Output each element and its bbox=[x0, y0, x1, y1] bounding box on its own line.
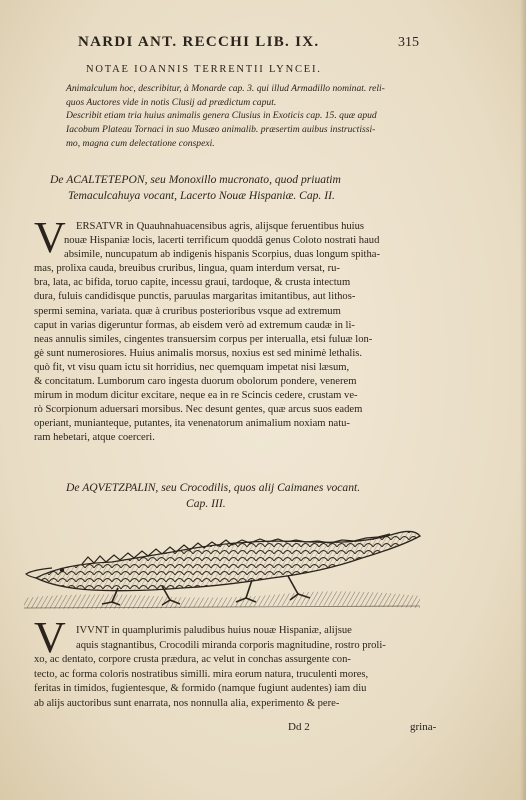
show-through-text bbox=[440, 518, 500, 598]
page-number: 315 bbox=[398, 35, 419, 50]
text-line: ab alijs auctoribus sunt enarrata, nos nonnulla alia, experimento & pere- bbox=[34, 697, 340, 709]
text-line: absimile, nuncupatum ab indigenis hispanis Scorpius, duas longum spitha- bbox=[64, 249, 381, 261]
chapter-2-heading bbox=[50, 172, 470, 204]
heading-line: De ACALTETEPON, seu Monoxillo mucronato, quod priuatim bbox=[50, 173, 341, 186]
notes-title: NOTAE IOANNIS TERRENTII LYNCEI. bbox=[86, 64, 322, 75]
text-line: neas annulis similes, cingentes transuersim corpus per interualla, etsi fuluæ lon- bbox=[34, 333, 373, 345]
text-line: xo, ac dentato, corpore crusta prædura, ac velut in conchas assurgente con- bbox=[34, 654, 351, 666]
text-line: mirum in modum dicitur excitare, neque ea in re Scincis cedere, crustam ve- bbox=[34, 390, 358, 402]
notes-line: Animalculum hoc, describitur, à Monarde cap. 3. qui illud Armadillo nominat. reli- bbox=[66, 83, 385, 94]
notes-line: Iacobum Plateau Tornaci in suo Musæo animalib. præsertim auibus instructissi- bbox=[66, 124, 376, 136]
heading-line: Cap. III. bbox=[186, 497, 226, 510]
notes-line: quos Auctores vide in notis Clusij ad prædictum caput. bbox=[66, 96, 277, 108]
catchword: grina- bbox=[410, 721, 437, 733]
text-line: operiant, munianteque, putantes, ita venenatorum animalium noxiam natu- bbox=[34, 418, 350, 430]
text-line: spermi semina, variata. quæ à cruribus posterioribus vsque ad extremum bbox=[34, 305, 341, 317]
text-line: IVVNT in quamplurimis paludibus huius nouæ Hispaniæ, alijsue bbox=[76, 625, 352, 636]
text-line: nouæ Hispaniæ locis, lacerti terrificum quoddã genus Coloto nostrati haud bbox=[64, 235, 380, 247]
text-line: dura, fuluis candidisque punctis, paruulas margaritas imitantibus, aut lithos- bbox=[34, 291, 356, 303]
signature-mark: Dd 2 bbox=[288, 721, 310, 733]
text-line: & concitatum. Lumborum caro ingesta duorum obolorum pondere, venerem bbox=[34, 376, 357, 388]
chapter-2-text bbox=[34, 220, 466, 446]
notes-line: mo, magna cum delectatione conspexi. bbox=[66, 137, 215, 149]
text-line: tecto, ac forma coloris nostratibus similli. mira eorum natura, truculenti mores, bbox=[34, 668, 369, 680]
page-edge-shadow bbox=[520, 0, 526, 800]
text-line: feritas in timidos, fugientesque, & formido (namque fugiunt audentes) iam diu bbox=[34, 683, 367, 695]
heading-line: De AQVETZPALIN, seu Crocodilis, quos alij Caimanes vocant. bbox=[66, 481, 361, 494]
crocodile-woodcut bbox=[22, 512, 422, 622]
text-line: aquis stagnantibus, Crocodili miranda corporis magnitudine, rostro proli- bbox=[76, 639, 386, 651]
running-head: NARDI ANT. RECCHI LIB. IX. bbox=[78, 34, 320, 50]
chapter-3-heading bbox=[66, 480, 466, 512]
text-line: ram hebetari, atque coerceri. bbox=[34, 432, 155, 444]
notes-line: Describit etiam tria huius animalis genera Clusius in Exoticis cap. 15. quæ apud bbox=[66, 110, 377, 122]
text-line: gè sunt numerosiores. Huius animalis morsus, noxius est sed minimè lethalis. bbox=[34, 347, 363, 359]
text-line: rò Scorpionum aduersari morsibus. Nec desunt gentes, quæ arcus suos eadem bbox=[34, 404, 363, 416]
text-line: caput in varias digeruntur formas, ab eisdem verò ad extremum caudæ in li- bbox=[34, 319, 355, 331]
drop-cap: V bbox=[34, 613, 66, 662]
text-line: ERSATVR in Quauhnahuacensibus agris, alijsque feruentibus huius bbox=[76, 221, 365, 232]
text-line: quò fit, vt visu quam ictu sit horridius, nec quemquam impetat nisi læsum, bbox=[34, 361, 350, 373]
chapter-3-text bbox=[34, 624, 466, 712]
drop-cap: V bbox=[34, 213, 66, 262]
heading-line: Temaculcahuya vocant, Lacerto Nouæ Hispaniæ. Cap. II. bbox=[68, 189, 335, 202]
text-line: bra, lata, ac bifida, toruo capite, incessu graui, tardoque, & crusta intectum bbox=[34, 277, 351, 289]
text-line: mas, prolixa cauda, breuibus cruribus, lingua, quam interdum versat, ru- bbox=[34, 263, 340, 275]
notes-text bbox=[66, 82, 461, 151]
